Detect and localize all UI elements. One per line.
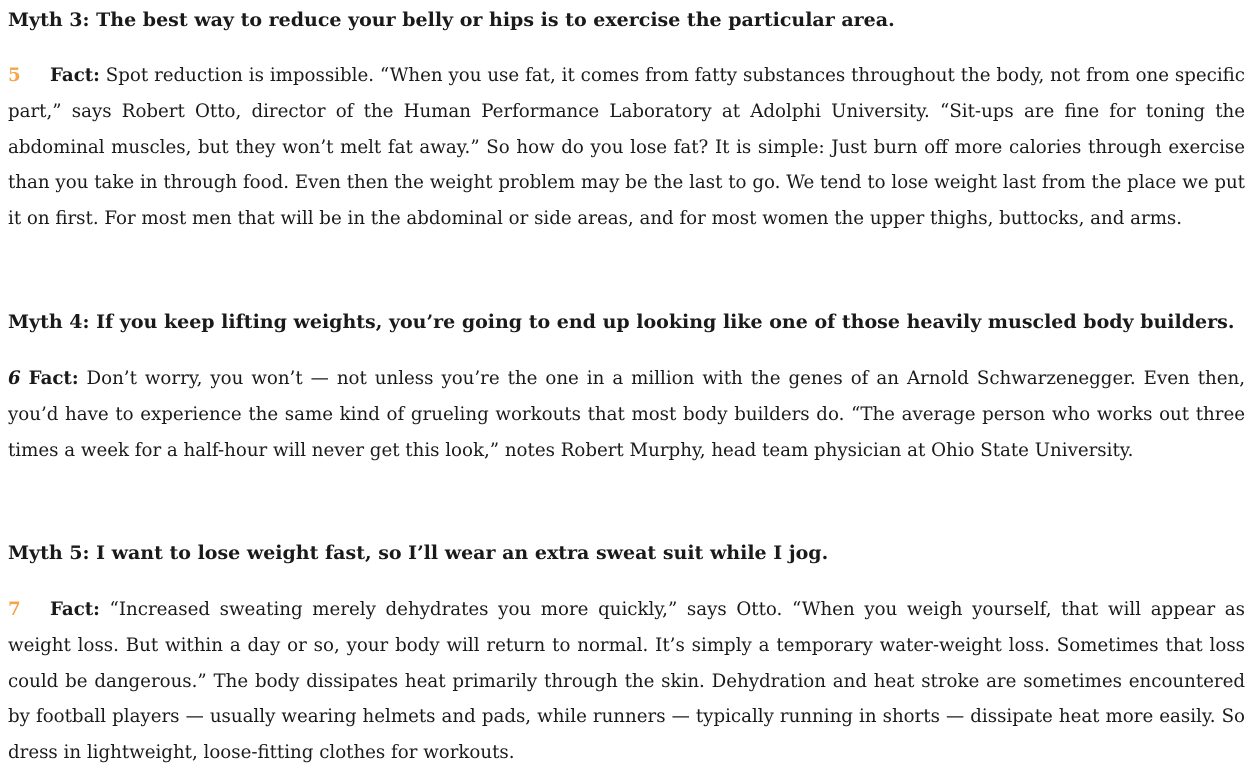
fact-label: Fact: bbox=[28, 368, 79, 389]
myth-3-heading: Myth 3: The best way to reduce your belly or hips is to exercise the particular area. bbox=[8, 9, 895, 31]
myth-5-heading: Myth 5: I want to lose weight fast, so I’ll wear an extra sweat suit while I jog. bbox=[8, 542, 829, 564]
myth-4-fact-paragraph bbox=[8, 361, 1245, 468]
myth-4-fact-text: Don’t worry, you won’t — not unless you’re the one in a million with the genes of an Arnold Schwarzenegger. Even then, you’d have to experience the same kind of grueling workouts that most body builders do. “The average person who works out three times a week for a half-hour will never get this look,” notes Robert Murphy, head team physician at Ohio State University. bbox=[8, 368, 1245, 461]
paragraph-number-5: 5 bbox=[8, 65, 21, 86]
fact-label: Fact: bbox=[50, 599, 100, 620]
myth-4-heading: Myth 4: If you keep lifting weights, you’re going to end up looking like one of those heavily muscled body builders. bbox=[8, 311, 1235, 333]
fact-label: Fact: bbox=[50, 65, 100, 86]
myth-5-fact-text: “Increased sweating merely dehydrates you more quickly,” says Otto. “When you weigh yourself, that will appear as weight loss. But within a day or so, your body will return to normal. It’s simply a temporary water-weight loss. Sometimes that loss could be dangerous.” The body dissipates heat primarily through the skin. Dehydration and heat stroke are sometimes encountered by football players — usually wearing helmets and pads, while runners — typically running in shorts — dissipate heat more easily. So dress in lightweight, loose-fitting clothes for workouts. bbox=[8, 599, 1245, 764]
paragraph-number-6: 6 bbox=[8, 368, 21, 389]
paragraph-number-7: 7 bbox=[8, 599, 21, 620]
myth-5-fact-paragraph bbox=[8, 592, 1245, 771]
myth-3-fact-paragraph bbox=[8, 58, 1245, 237]
myth-3-fact-text: Spot reduction is impossible. “When you use fat, it comes from fatty substances throughout the body, not from one specific part,” says Robert Otto, director of the Human Performance Laboratory at Adolphi University. “Sit-ups are fine for toning the abdominal muscles, but they won’t melt fat away.” So how do you lose fat? It is simple: Just burn off more calories through exercise than you take in through food. Even then the weight problem may be the last to go. We tend to lose weight last from the place we put it on first. For most men that will be in the abdominal or side areas, and for most women the upper thighs, buttocks, and arms. bbox=[8, 65, 1245, 230]
